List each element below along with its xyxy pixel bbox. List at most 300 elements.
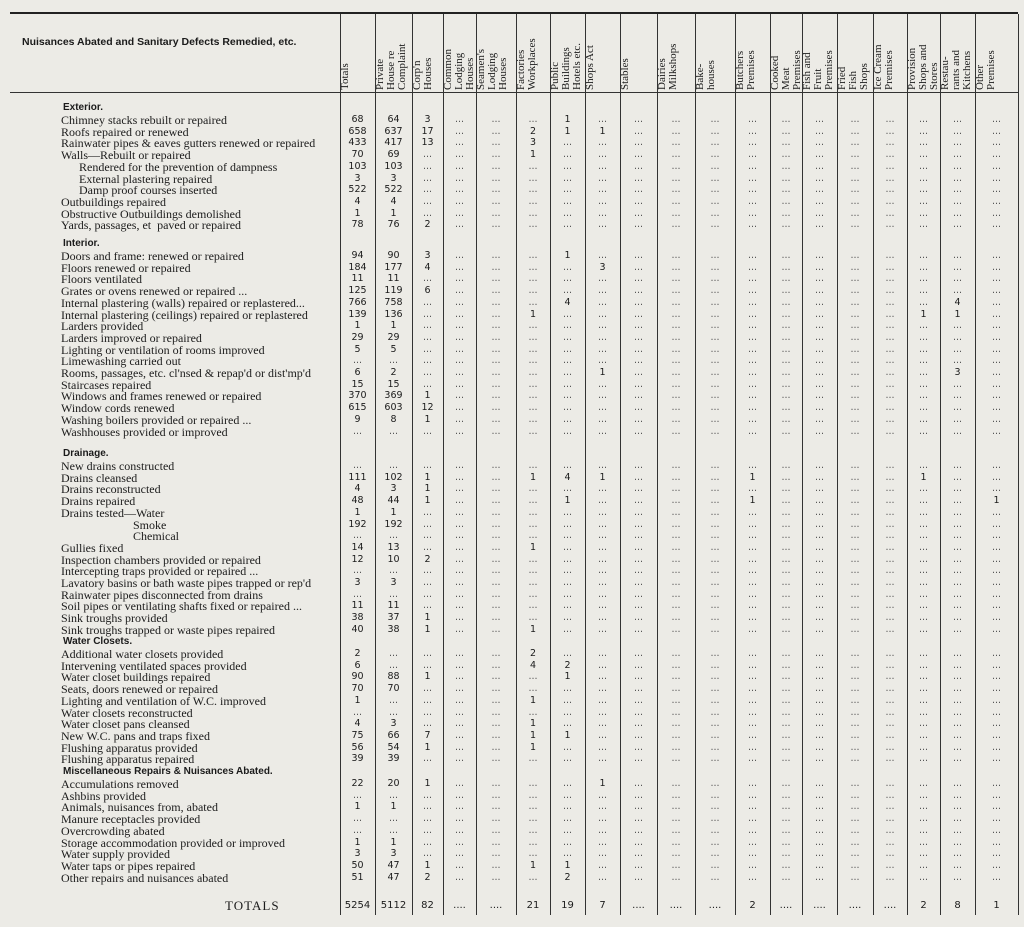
table-cell: ... <box>633 390 644 402</box>
row-label: Water closet pans cleansed <box>61 717 190 732</box>
table-cell: ... <box>991 273 1002 285</box>
table-cell: ... <box>952 683 963 695</box>
table-cell: ... <box>491 813 501 825</box>
table-cell: ... <box>597 296 608 308</box>
table-cell: 3 <box>354 848 361 860</box>
table-cell: ... <box>781 706 791 718</box>
table-cell: ... <box>710 355 720 367</box>
table-cell: ... <box>352 824 363 836</box>
section-heading: Water Closets. <box>63 636 133 647</box>
table-cell: ... <box>422 683 433 695</box>
table-cell: ... <box>491 541 501 553</box>
table-cell: ... <box>491 250 501 261</box>
table-cell: ... <box>952 753 963 765</box>
table-cell: ... <box>422 530 433 542</box>
table-cell: ... <box>710 859 720 871</box>
table-cell: 70 <box>351 683 364 695</box>
table-cell: 11 <box>387 600 400 612</box>
table-cell: 370 <box>348 390 367 402</box>
table-cell: ... <box>491 125 501 137</box>
table-cell: 68 <box>351 114 364 125</box>
table-cell: ... <box>918 125 929 137</box>
table-cell: ... <box>422 565 433 577</box>
table-cell: ... <box>562 343 573 355</box>
table-cell: ... <box>885 577 895 588</box>
table-cell: 1 <box>424 390 431 402</box>
table-cell: ... <box>747 367 758 378</box>
table-cell: ... <box>885 871 895 883</box>
table-cell: ... <box>562 367 573 378</box>
table-cell: ... <box>491 320 501 332</box>
table-cell: ... <box>528 612 538 624</box>
table-cell: ... <box>491 460 501 471</box>
table-cell: ... <box>781 207 791 219</box>
table-cell: ... <box>885 813 895 825</box>
table-cell: ... <box>885 789 895 801</box>
table-cell: ... <box>747 778 758 789</box>
table-cell: ... <box>597 577 608 588</box>
table-cell: ... <box>918 588 929 600</box>
table-cell: ... <box>991 285 1002 297</box>
table-cell: ... <box>918 367 929 378</box>
table-cell: 3 <box>529 137 537 149</box>
table-cell: ... <box>710 160 720 172</box>
table-cell: ... <box>597 801 608 813</box>
row-label: Outbuildings repaired <box>61 194 166 209</box>
table-cell: ... <box>633 250 644 261</box>
table-cell: ... <box>814 813 825 825</box>
table-cell: 433 <box>348 137 367 149</box>
table-cell: 8 <box>390 413 397 425</box>
table-cell: ... <box>562 378 573 390</box>
table-cell: ... <box>850 285 860 297</box>
table-cell: ... <box>747 114 758 125</box>
table-cell: ... <box>952 460 963 471</box>
table-cell: ... <box>781 824 791 836</box>
table-cell: ... <box>710 114 720 125</box>
table-cell: ... <box>850 273 860 285</box>
table-cell: ... <box>710 671 720 683</box>
table-cell: ... <box>671 273 681 285</box>
table-cell: ... <box>781 460 791 471</box>
table-cell: ... <box>991 160 1002 172</box>
table-cell: ... <box>352 789 363 801</box>
table-cell: ... <box>633 495 644 507</box>
row-label: Rainwater pipes & eaves gutters renewed or repaired <box>61 136 316 151</box>
table-cell: ... <box>952 848 963 860</box>
table-cell: 51 <box>351 871 364 883</box>
table-cell: ... <box>454 219 465 231</box>
column-header: Bake- houses <box>694 60 717 90</box>
table-cell: ... <box>562 836 573 848</box>
column-rule <box>1018 14 1019 915</box>
table-cell: ... <box>850 778 860 789</box>
table-cell: ... <box>633 343 644 355</box>
table-cell: ... <box>597 378 608 390</box>
table-cell: ... <box>991 577 1002 588</box>
table-cell: 1 <box>529 718 537 730</box>
table-cell: ... <box>562 706 573 718</box>
table-cell: ... <box>885 671 895 683</box>
table-cell: ... <box>814 355 825 367</box>
table-cell: 11 <box>387 273 400 285</box>
table-cell: ... <box>781 355 791 367</box>
table-cell: ... <box>454 848 465 860</box>
row-label: Gullies fixed <box>61 540 124 555</box>
table-cell: ... <box>597 460 608 471</box>
table-cell: ... <box>918 553 929 565</box>
table-cell: ... <box>352 588 363 600</box>
table-cell: ... <box>671 789 681 801</box>
table-cell: ... <box>814 623 825 635</box>
table-cell: 139 <box>348 308 367 320</box>
table-cell: ... <box>454 137 465 149</box>
table-cell: ... <box>850 801 860 813</box>
table-cell: ... <box>814 859 825 871</box>
table-cell: ... <box>814 149 825 161</box>
table-cell: ... <box>710 729 720 741</box>
row-label: Lavatory basins or bath waste pipes trapped or rep'd <box>61 576 312 590</box>
table-cell: ... <box>491 261 501 273</box>
table-cell: ... <box>710 285 720 297</box>
table-cell: ... <box>952 273 963 285</box>
table-cell: ... <box>991 518 1002 530</box>
table-cell: 1 <box>529 859 537 871</box>
table-cell: 4 <box>954 296 961 308</box>
table-cell: ... <box>454 273 465 285</box>
table-cell: 40 <box>351 623 364 635</box>
table-cell: ... <box>633 541 644 553</box>
table-cell: ... <box>885 741 895 753</box>
table-cell: ... <box>952 425 963 437</box>
table-cell: ... <box>885 160 895 172</box>
table-cell: ... <box>388 425 399 437</box>
table-cell: ... <box>850 683 860 695</box>
table-cell: ... <box>952 483 963 495</box>
table-cell: ... <box>454 378 465 390</box>
table-cell: ... <box>633 172 644 184</box>
table-cell: ... <box>562 413 573 425</box>
table-cell: ... <box>885 600 895 612</box>
table-cell: ... <box>528 219 538 231</box>
table-cell: 12 <box>421 402 434 414</box>
table-cell: 1 <box>424 483 431 495</box>
table-cell: ... <box>885 219 895 231</box>
table-cell: ... <box>454 184 465 196</box>
totals-cell: .... <box>708 900 722 911</box>
table-cell: ... <box>918 741 929 753</box>
table-cell: ... <box>454 588 465 600</box>
table-cell: ... <box>528 172 538 184</box>
table-cell: ... <box>991 367 1002 378</box>
table-cell: ... <box>747 483 758 495</box>
table-cell: ... <box>352 530 363 542</box>
table-cell: ... <box>671 296 681 308</box>
table-cell: ... <box>597 413 608 425</box>
table-cell: 66 <box>387 729 400 741</box>
table-cell: ... <box>747 331 758 343</box>
table-cell: ... <box>633 741 644 753</box>
table-cell: ... <box>781 367 791 378</box>
totals-cell: 2 <box>749 900 756 911</box>
table-cell: ... <box>850 160 860 172</box>
table-cell: ... <box>633 219 644 231</box>
table-cell: ... <box>991 195 1002 207</box>
row-label: Grates or ovens renewed or repaired ... <box>61 284 248 299</box>
totals-cell: .... <box>779 900 793 911</box>
column-header: Other Premises <box>974 50 997 90</box>
table-cell: ... <box>528 753 538 765</box>
table-cell: ... <box>597 813 608 825</box>
table-cell: ... <box>528 390 538 402</box>
table-cell: 6 <box>424 285 431 297</box>
table-cell: 29 <box>387 331 400 343</box>
row-label: New drains constructed <box>61 459 175 473</box>
table-cell: ... <box>710 612 720 624</box>
table-cell: ... <box>633 530 644 542</box>
table-cell: ... <box>671 836 681 848</box>
table-cell: 1 <box>390 207 397 219</box>
table-cell: 5 <box>390 343 397 355</box>
table-cell: 64 <box>387 114 400 125</box>
table-cell: ... <box>352 706 363 718</box>
table-cell: ... <box>597 824 608 836</box>
table-cell: ... <box>528 460 538 471</box>
table-cell: ... <box>952 125 963 137</box>
table-cell: 10 <box>387 553 400 565</box>
table-cell: ... <box>747 848 758 860</box>
table-cell: ... <box>562 848 573 860</box>
table-cell: ... <box>850 600 860 612</box>
table-cell: 70 <box>351 149 364 161</box>
table-cell: ... <box>781 495 791 507</box>
row-label: Inspection chambers provided or repaired <box>61 552 261 567</box>
table-cell: ... <box>491 741 501 753</box>
column-header: Cooked Meat Premises <box>769 50 803 90</box>
table-cell: 6 <box>354 367 361 378</box>
table-cell: ... <box>528 250 538 261</box>
table-cell: ... <box>491 425 501 437</box>
table-cell: ... <box>671 813 681 825</box>
table-cell: ... <box>850 859 860 871</box>
table-cell: ... <box>747 859 758 871</box>
table-cell: ... <box>952 219 963 231</box>
table-cell: ... <box>710 195 720 207</box>
table-cell: ... <box>633 184 644 196</box>
table-cell: ... <box>991 355 1002 367</box>
table-cell: ... <box>710 659 720 671</box>
table-cell: ... <box>850 741 860 753</box>
table-cell: ... <box>952 506 963 518</box>
table-cell: ... <box>991 184 1002 196</box>
table-cell: ... <box>633 195 644 207</box>
table-cell: ... <box>952 390 963 402</box>
table-cell: ... <box>710 577 720 588</box>
table-cell: ... <box>454 600 465 612</box>
table-cell: ... <box>781 789 791 801</box>
table-cell: ... <box>597 706 608 718</box>
table-cell: ... <box>850 659 860 671</box>
table-cell: ... <box>747 355 758 367</box>
table-cell: ... <box>491 801 501 813</box>
table-cell: ... <box>918 261 929 273</box>
row-label: Washing boilers provided or repaired ... <box>61 412 252 427</box>
table-cell: ... <box>747 425 758 437</box>
table-cell: ... <box>491 612 501 624</box>
table-cell: ... <box>597 859 608 871</box>
table-cell: ... <box>918 612 929 624</box>
table-cell: ... <box>781 343 791 355</box>
table-cell: 1 <box>529 541 537 553</box>
table-cell: ... <box>850 331 860 343</box>
table-cell: ... <box>814 219 825 231</box>
totals-cell: .... <box>453 900 466 911</box>
table-cell: ... <box>747 413 758 425</box>
table-cell: ... <box>633 355 644 367</box>
totals-cell: 5254 <box>344 900 371 911</box>
column-header: Stables <box>619 58 631 90</box>
table-cell: ... <box>991 801 1002 813</box>
table-cell: ... <box>388 355 399 367</box>
table-cell: ... <box>597 137 608 149</box>
row-label: Lighting and ventilation of W.C. improved <box>61 693 266 708</box>
table-cell: ... <box>781 378 791 390</box>
table-cell: ... <box>491 671 501 683</box>
row-label: Internal plastering (walls) repaired or replastered... <box>61 295 305 310</box>
table-cell: ... <box>814 184 825 196</box>
table-cell: 1 <box>954 308 961 320</box>
totals-cell: 19 <box>561 900 574 911</box>
table-cell: ... <box>597 195 608 207</box>
table-cell: ... <box>562 355 573 367</box>
table-cell: ... <box>850 390 860 402</box>
table-cell: ... <box>597 308 608 320</box>
table-cell: ... <box>491 553 501 565</box>
row-label: Water closets reconstructed <box>61 705 193 720</box>
table-cell: ... <box>597 683 608 695</box>
table-cell: ... <box>885 518 895 530</box>
table-cell: ... <box>814 553 825 565</box>
table-cell: 1 <box>529 471 537 483</box>
table-cell: ... <box>885 753 895 765</box>
table-cell: ... <box>528 518 538 530</box>
header-rule <box>10 92 1018 93</box>
table-cell: 658 <box>348 125 367 137</box>
table-cell: ... <box>814 541 825 553</box>
table-cell: ... <box>710 848 720 860</box>
table-cell: ... <box>454 402 465 414</box>
table-cell: 29 <box>351 331 364 343</box>
table-cell: 136 <box>384 308 403 320</box>
table-cell: ... <box>454 813 465 825</box>
row-label: Accumulations removed <box>61 777 179 791</box>
table-cell: ... <box>781 261 791 273</box>
table-cell: ... <box>952 285 963 297</box>
table-cell: ... <box>885 801 895 813</box>
table-cell: 1 <box>354 506 361 518</box>
table-cell: ... <box>454 683 465 695</box>
table-cell: ... <box>454 495 465 507</box>
table-cell: ... <box>918 659 929 671</box>
table-cell: ... <box>710 565 720 577</box>
column-header: Provision Shops and Stores <box>906 44 940 90</box>
table-cell: ... <box>422 425 433 437</box>
table-cell: ... <box>781 600 791 612</box>
table-cell: ... <box>671 184 681 196</box>
table-cell: ... <box>597 518 608 530</box>
table-cell: 1 <box>529 623 537 635</box>
table-cell: ... <box>671 195 681 207</box>
table-cell: ... <box>885 149 895 161</box>
table-cell: ... <box>814 659 825 671</box>
table-cell: ... <box>388 648 399 659</box>
table-cell: ... <box>885 425 895 437</box>
row-label: Chimney stacks rebuilt or repaired <box>61 113 227 127</box>
table-cell: ... <box>562 530 573 542</box>
table-cell: ... <box>781 553 791 565</box>
table-cell: ... <box>491 753 501 765</box>
table-cell: ... <box>597 250 608 261</box>
table-cell: ... <box>850 195 860 207</box>
table-cell: ... <box>562 718 573 730</box>
table-cell: 54 <box>387 741 400 753</box>
table-cell: 47 <box>387 871 400 883</box>
table-cell: 1 <box>599 367 606 378</box>
table-cell: ... <box>422 273 433 285</box>
table-cell: ... <box>952 778 963 789</box>
table-cell: ... <box>918 778 929 789</box>
table-cell: ... <box>885 506 895 518</box>
table-cell: ... <box>633 565 644 577</box>
table-cell: ... <box>952 836 963 848</box>
table-cell: 522 <box>348 184 367 196</box>
totals-cell: .... <box>848 900 862 911</box>
table-cell: ... <box>491 149 501 161</box>
table-cell: ... <box>885 694 895 706</box>
table-cell: ... <box>991 261 1002 273</box>
table-cell: ... <box>814 848 825 860</box>
table-cell: ... <box>671 706 681 718</box>
table-cell: ... <box>781 137 791 149</box>
table-cell: ... <box>991 683 1002 695</box>
table-cell: 1 <box>564 729 571 741</box>
table-cell: ... <box>850 565 860 577</box>
table-cell: ... <box>885 495 895 507</box>
table-cell: ... <box>952 824 963 836</box>
table-cell: 12 <box>351 553 364 565</box>
table-cell: ... <box>671 683 681 695</box>
table-cell: ... <box>781 671 791 683</box>
table-cell: ... <box>633 460 644 471</box>
table-cell: ... <box>952 565 963 577</box>
table-cell: ... <box>454 706 465 718</box>
table-cell: ... <box>850 729 860 741</box>
table-cell: 15 <box>351 378 364 390</box>
table-cell: 1 <box>749 495 756 507</box>
table-cell: ... <box>491 219 501 231</box>
table-cell: ... <box>671 495 681 507</box>
table-cell: ... <box>528 483 538 495</box>
table-cell: ... <box>454 125 465 137</box>
table-cell: ... <box>850 402 860 414</box>
table-cell: ... <box>747 813 758 825</box>
table-cell: 3 <box>424 114 431 125</box>
totals-cell: 8 <box>954 900 961 911</box>
table-cell: ... <box>422 577 433 588</box>
table-cell: ... <box>562 460 573 471</box>
table-cell: ... <box>918 160 929 172</box>
table-cell: ... <box>918 683 929 695</box>
